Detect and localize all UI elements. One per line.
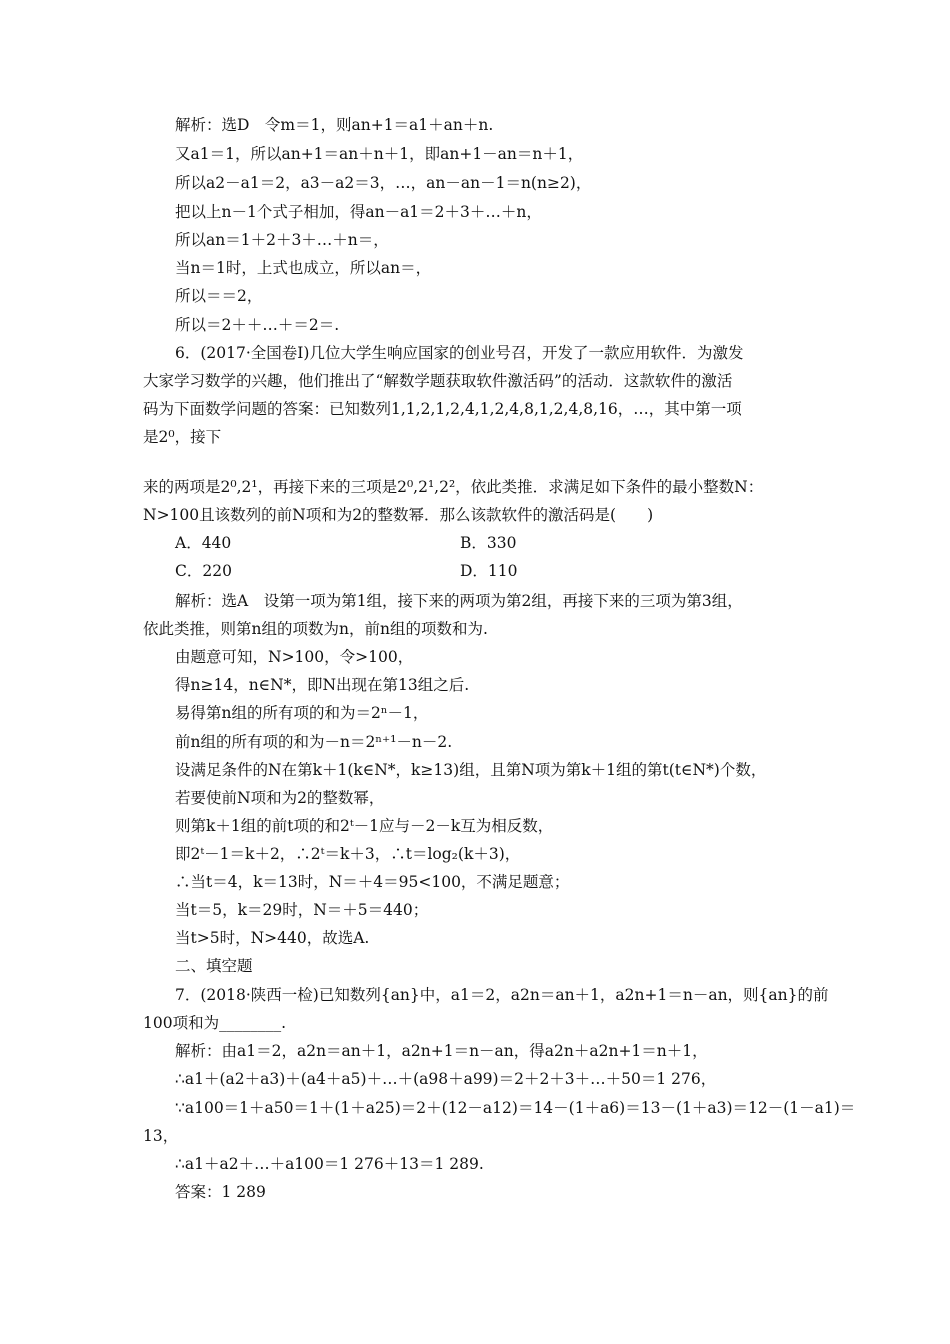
text-line: ∵a100＝1＋a50＝1＋(1＋a25)＝2＋(12－a12)＝14－(1＋a6)＝13－(1＋a3)＝12－(1－a1)＝ bbox=[175, 1099, 856, 1117]
text-line: 依此类推，则第n组的项数为n，前n组的项数和为. bbox=[143, 620, 488, 638]
text-line: 13， bbox=[143, 1127, 179, 1145]
text-line: 所以an＝1＋2＋3＋…＋n＝， bbox=[175, 231, 389, 249]
text-line: 若要使前N项和为2的整数幂， bbox=[175, 789, 385, 807]
answer-option: A．440 bbox=[175, 534, 232, 552]
text-line: 把以上n－1个式子相加，得an－a1＝2＋3＋…＋n， bbox=[175, 203, 542, 221]
text-line: 所以＝2＋＋…＋＝2＝. bbox=[175, 316, 340, 334]
answer-option: C．220 bbox=[175, 562, 232, 580]
text-line: 大家学习数学的兴趣，他们推出了“解数学题获取软件激活码”的活动．这款软件的激活 bbox=[143, 372, 733, 390]
text-line: 解析：由a1＝2，a2n＝an＋1，a2n+1＝n－an，得a2n＋a2n+1＝n＋1， bbox=[175, 1042, 708, 1060]
text-line: 所以＝＝2， bbox=[175, 287, 263, 305]
text-line: 则第k＋1组的前t项的和2ᵗ－1应与－2－k互为相反数， bbox=[175, 817, 554, 835]
text-line: 答案：1 289 bbox=[175, 1183, 266, 1201]
text-line: 码为下面数学问题的答案：已知数列1,1,2,1,2,4,1,2,4,8,1,2,4,8,16，…，其中第一项 bbox=[143, 400, 742, 418]
text-line: 当t>5时，N>440，故选A. bbox=[175, 929, 370, 947]
text-line: N>100且该数列的前N项和为2的整数幂．那么该款软件的激活码是( ) bbox=[143, 506, 654, 524]
text-line: 100项和为________. bbox=[143, 1014, 287, 1032]
text-line: 来的两项是2⁰,2¹，再接下来的三项是2⁰,2¹,2²，依此类推．求满足如下条件的最小整数N： bbox=[143, 478, 764, 496]
text-line: 解析：选A 设第一项为第1组，接下来的两项为第2组，再接下来的三项为第3组， bbox=[175, 592, 743, 610]
text-line: 7．(2018·陕西一检)已知数列{an}中，a1＝2，a2n＝an＋1，a2n+1＝n－an，则{an}的前 bbox=[175, 986, 829, 1004]
text-line: 易得第n组的所有项的和为＝2ⁿ－1， bbox=[175, 704, 429, 722]
text-line: ∴a1＋(a2＋a3)＋(a4＋a5)＋…＋(a98＋a99)＝2＋2＋3＋…＋50＝1 276， bbox=[175, 1070, 717, 1088]
answer-option: D．110 bbox=[460, 562, 518, 580]
text-line: 即2ᵗ－1＝k＋2，∴2ᵗ＝k＋3，∴t＝log₂(k＋3)， bbox=[175, 845, 521, 863]
text-line: 6．(2017·全国卷Ⅰ)几位大学生响应国家的创业号召，开发了一款应用软件．为激发 bbox=[175, 344, 744, 362]
text-line: 二、填空题 bbox=[175, 957, 253, 975]
text-line: 前n组的所有项的和为－n＝2ⁿ⁺¹－n－2. bbox=[175, 733, 453, 751]
text-line: 当n＝1时，上式也成立，所以an＝， bbox=[175, 259, 432, 277]
text-line: 由题意可知，N>100，令>100， bbox=[175, 648, 414, 666]
text-line: 又a1＝1，所以an+1＝an＋n＋1，即an+1－an＝n＋1， bbox=[175, 145, 584, 163]
text-line: 是2⁰，接下 bbox=[143, 428, 222, 446]
answer-option: B．330 bbox=[460, 534, 517, 552]
text-line: 所以a2－a1＝2，a3－a2＝3，…，an－an－1＝n(n≥2)， bbox=[175, 174, 592, 192]
text-line: ∴a1＋a2＋…＋a100＝1 276＋13＝1 289. bbox=[175, 1155, 484, 1173]
text-line: 当t＝5，k＝29时，N＝＋5＝440； bbox=[175, 901, 429, 919]
text-line: 设满足条件的N在第k＋1(k∈N*，k≥13)组，且第N项为第k＋1组的第t(t∈N*)个数， bbox=[175, 761, 767, 779]
text-line: 解析：选D 令m＝1，则an+1＝a1＋an＋n. bbox=[175, 116, 494, 134]
text-line: ∴当t＝4，k＝13时，N＝＋4＝95<100，不满足题意； bbox=[175, 873, 570, 891]
text-line: 得n≥14，n∈N*，即N出现在第13组之后. bbox=[175, 676, 470, 694]
